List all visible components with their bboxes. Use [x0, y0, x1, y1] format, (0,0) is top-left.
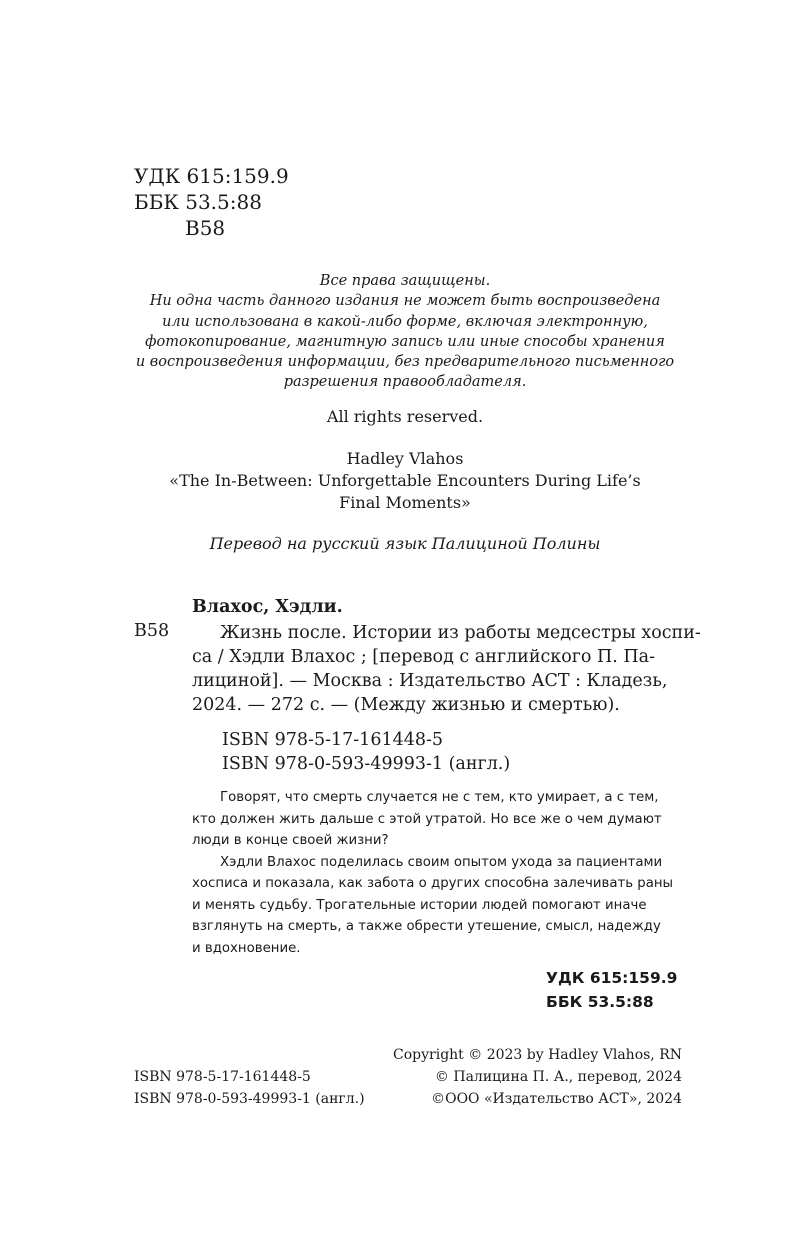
all-rights-reserved: All rights reserved. — [326, 407, 484, 426]
rights-line: Ни одна часть данного издания не может быть воспроизведена — [149, 293, 661, 310]
classification-codes — [134, 163, 289, 241]
annotation-codes — [546, 966, 677, 1014]
bbk-code: ББК 53.5:88 — [134, 190, 262, 214]
copyright-line: © Палицина П. А., перевод, 2024 — [434, 1069, 682, 1085]
annotation-line: кто должен жить дальше с этой утратой. Но все же о чем думают — [192, 811, 662, 827]
entry-line: 2024. — 272 с. — (Между жизнью и смертью). — [192, 695, 620, 715]
copyright-line: Copyright © 2023 by Hadley Vlahos, RN — [393, 1047, 682, 1063]
annotation-line: взглянуть на смерть, а также обрести утешение, смысл, надежду — [192, 919, 661, 934]
footer-isbn — [134, 1066, 365, 1110]
footer-isbn-line: ISBN 978-5-17-161448-5 — [134, 1069, 311, 1085]
copyright-line: ©ООО «Издательство АСТ», 2024 — [431, 1091, 682, 1107]
annotation-line: люди в конце своей жизни? — [192, 833, 389, 848]
annotation-line: и менять судьбу. Трогательные истории людей помогают иначе — [192, 897, 647, 913]
catalog-entry — [192, 621, 701, 717]
original-author: Hadley Vlahos — [346, 449, 464, 468]
entry-line: са / Хэдли Влахос ; [перевод с английского П. Па- — [192, 647, 656, 667]
author-sign: В58 — [185, 216, 226, 240]
catalog-heading: Влахос, Хэдли. — [192, 597, 343, 617]
udk-code: УДК 615:159.9 — [134, 164, 289, 188]
annotation-line: Говорят, что смерть случается не с тем, кто умирает, а с тем, — [220, 790, 659, 805]
rights-notice-ru — [100, 271, 710, 393]
catalog-sign: В58 — [134, 621, 170, 641]
footer-copyright — [393, 1044, 682, 1110]
annotation-line: хосписа и показала, как забота о других способна залечивать раны — [192, 876, 674, 891]
original-title-line: «The In-Between: Unforgettable Encounters During Life’s — [169, 471, 641, 490]
udk-code-bold: УДК 615:159.9 — [546, 969, 678, 987]
rights-line: и воспроизведения информации, без предварительного письменного — [135, 354, 675, 371]
rights-line: фотокопирование, магнитную запись или иные способы хранения — [145, 333, 665, 350]
annotation — [192, 787, 682, 959]
original-edition — [100, 448, 710, 514]
translation-note: Перевод на русский язык Палициной Полины — [209, 534, 601, 553]
catalog-isbn — [222, 729, 510, 776]
rights-line: или использована в какой-либо форме, включая электронную, — [162, 313, 648, 330]
original-title-line: Final Moments» — [339, 493, 471, 512]
isbn-line: ISBN 978-5-17-161448-5 — [222, 730, 444, 750]
annotation-line: Хэдли Влахос поделилась своим опытом ухода за пациентами — [220, 854, 663, 870]
rights-line: Все права защищены. — [319, 273, 491, 289]
isbn-line: ISBN 978-0-593-49993-1 (англ.) — [222, 753, 511, 774]
rights-line: разрешения правообладателя. — [283, 374, 527, 391]
entry-line: Жизнь после. Истории из работы медсестры хоспи- — [220, 623, 701, 643]
annotation-line: и вдохновение. — [192, 940, 301, 956]
bbk-code-bold: ББК 53.5:88 — [546, 993, 654, 1011]
entry-line: лициной]. — Москва : Издательство АСТ : Кладезь, — [192, 671, 668, 691]
footer-isbn-line: ISBN 978-0-593-49993-1 (англ.) — [134, 1091, 365, 1107]
